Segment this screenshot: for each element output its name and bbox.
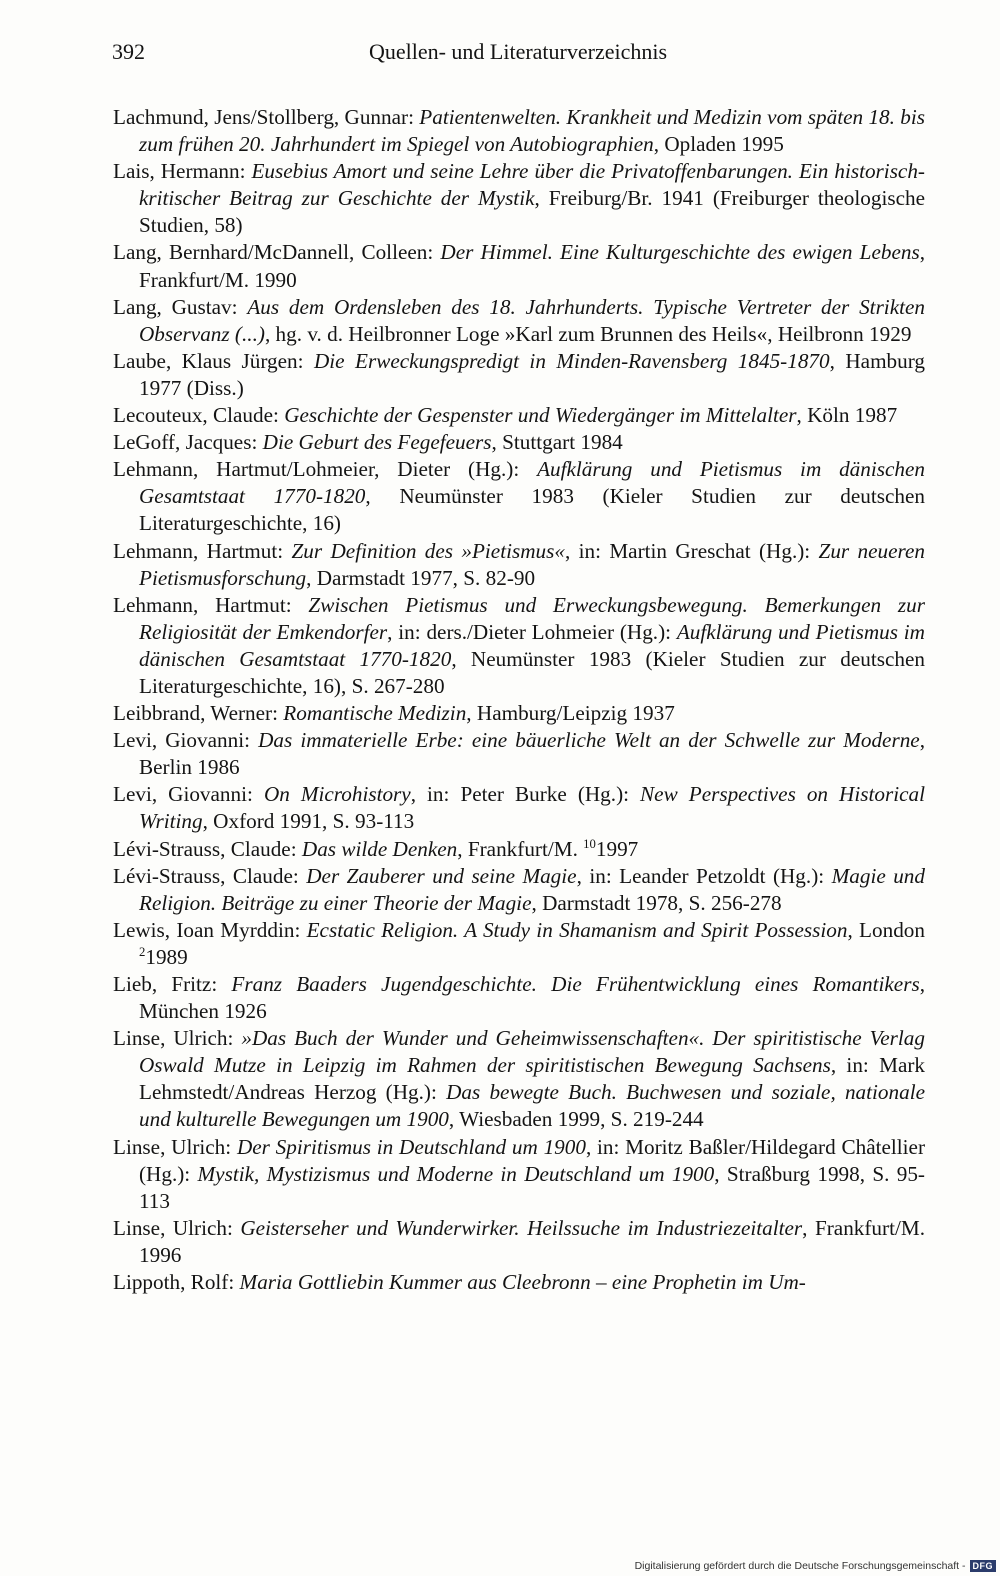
bibliography-entry <box>113 294 925 348</box>
entry-title-secondary: Das bewegte Buch. Buchwesen und soziale, nationale und kulturelle Bewegungen um 1900 <box>139 1080 926 1132</box>
bibliography-list <box>113 104 925 1296</box>
bibliography-entry <box>113 971 925 1025</box>
entry-publication: , Köln 1987 <box>796 403 898 428</box>
entry-title: Eusebius Amort und seine Lehre über die Privatoffenbarungen. Ein historisch-kritischer Beitrag zur Geschichte der Mystik <box>139 159 925 211</box>
entry-author: Lévi-Strauss, Claude: <box>113 836 302 861</box>
entry-title: Maria Gottliebin Kummer aus Cleebronn – eine Prophetin im Um- <box>239 1270 806 1295</box>
entry-title: Patientenwelten. Krankheit und Medizin vom späten 18. bis zum frühen 20. Jahrhundert im Spiegel von Autobiographien <box>139 105 925 157</box>
entry-title-secondary: New Perspectives on Historical Writing <box>139 782 925 834</box>
entry-title: Der Spiritismus in Deutschland um 1900 <box>236 1134 586 1159</box>
entry-publication: , Frankfurt/M. <box>457 836 584 861</box>
entry-author: Linse, Ulrich: <box>113 1134 237 1159</box>
entry-author: Lewis, Ioan Myrddin: <box>113 917 307 942</box>
entry-publication-secondary: , Darmstadt 1977, S. 82-90 <box>306 565 536 590</box>
entry-title: Ecstatic Religion. A Study in Shamanism and Spirit Possession <box>306 917 848 942</box>
entry-author: Linse, Ulrich: <box>113 1026 242 1051</box>
entry-publication: , Frankfurt/M. 1996 <box>139 1215 925 1267</box>
entry-publication: , in: Mark Lehmstedt/Andreas Herzog (Hg.): <box>139 1053 925 1105</box>
entry-publication: , in: Martin Greschat (Hg.): <box>564 538 819 563</box>
entry-publication-secondary: , Neumünster 1983 (Kieler Studien zur deutschen Literaturgeschichte, 16), S. 267-280 <box>139 646 925 698</box>
bibliography-entry <box>113 538 925 592</box>
entry-author: Lang, Gustav: <box>113 294 248 319</box>
entry-author: LeGoff, Jacques: <box>113 430 263 455</box>
entry-title: Die Geburt des Fegefeuers <box>262 430 492 455</box>
entry-title: Aufklärung und Pietismus im dänischen Gesamtstaat 1770-1820 <box>139 457 925 509</box>
entry-publication: , Neumünster 1983 (Kieler Studien zur deutschen Literaturgeschichte, 16) <box>139 484 925 536</box>
bibliography-entry <box>113 402 925 429</box>
page-number: 392 <box>112 39 145 64</box>
entry-title: Geisterseher und Wunderwirker. Heilssuche im Industriezeitalter <box>240 1215 803 1240</box>
entry-publication-secondary: , Straßburg 1998, S. 95-113 <box>139 1161 925 1213</box>
entry-author: Levi, Giovanni: <box>113 728 259 753</box>
entry-title: Der Himmel. Eine Kulturgeschichte des ewigen Lebens <box>440 240 920 265</box>
bibliography-entry <box>113 836 925 863</box>
entry-title: Geschichte der Gespenster und Wiedergänger im Mittelalter <box>284 403 797 428</box>
entry-edition: 2 <box>139 944 146 959</box>
bibliography-entry <box>113 917 925 971</box>
entry-publication: , Hamburg 1977 (Diss.) <box>139 348 926 400</box>
entry-title-secondary: Zur neueren Pietismusforschung <box>139 538 925 590</box>
entry-author: Lippoth, Rolf: <box>113 1270 240 1295</box>
entry-title: Zur Definition des »Pietismus« <box>291 538 565 563</box>
entry-author: Lehmann, Hartmut: <box>113 538 292 563</box>
entry-title: Das immaterielle Erbe: eine bäuerliche Welt an der Schwelle zur Moderne <box>258 728 920 753</box>
bibliography-entry <box>113 1215 925 1269</box>
entry-publication: , Freiburg/Br. 1941 (Freiburger theologische Studien, 58) <box>139 186 925 238</box>
entry-title-secondary: Mystik, Mystizismus und Moderne in Deutschland um 1900 <box>197 1161 715 1186</box>
bibliography-entry <box>113 348 925 402</box>
entry-author: Laube, Klaus Jürgen: <box>113 348 314 373</box>
bibliography-entry <box>113 863 925 917</box>
entry-publication: , Stuttgart 1984 <box>491 430 623 455</box>
entry-publication: , Berlin 1986 <box>139 728 925 780</box>
entry-title: On Microhistory <box>263 782 411 807</box>
entry-title: »Das Buch der Wunder und Geheimwissenschaften«. Der spiritistische Verlag Oswald Mutze in Leipzig im Rahmen der spiritistischen Bewegung Sachsens <box>139 1026 925 1078</box>
entry-author: Lecouteux, Claude: <box>113 403 285 428</box>
entry-publication-secondary: 1989 <box>145 944 188 969</box>
entry-publication: , Frankfurt/M. 1990 <box>139 240 926 292</box>
bibliography-entry <box>113 456 925 537</box>
entry-title-secondary: Magie und Religion. Beiträge zu einer Theorie der Magie <box>139 863 925 915</box>
entry-author: Linse, Ulrich: <box>113 1215 241 1240</box>
entry-title: Franz Baaders Jugendgeschichte. Die Frühentwicklung eines Romantikers <box>231 972 920 996</box>
bibliography-entry <box>113 239 925 293</box>
entry-author: Lévi-Strauss, Claude: <box>113 863 307 888</box>
entry-author: Lehmann, Hartmut: <box>113 592 309 617</box>
entry-author: Lieb, Fritz: <box>113 972 232 996</box>
bibliography-entry <box>113 1134 925 1215</box>
entry-publication-secondary: , Oxford 1991, S. 93-113 <box>202 809 415 834</box>
entry-title: Zwischen Pietismus und Erweckungsbewegung. Bemerkungen zur Religiosität der Emkendorfer <box>139 592 925 644</box>
entry-author: Leibbrand, Werner: <box>113 701 284 726</box>
entry-author: Lehmann, Hartmut/Lohmeier, Dieter (Hg.): <box>113 457 538 482</box>
entry-author: Levi, Giovanni: <box>113 782 264 807</box>
entry-publication-secondary: , Darmstadt 1978, S. 256-278 <box>531 890 782 915</box>
entry-publication: , München 1926 <box>139 972 925 1024</box>
footer-text: Digitalisierung gefördert durch die Deutsche Forschungsgemeinschaft - <box>634 1560 966 1572</box>
entry-publication: , in: ders./Dieter Lohmeier (Hg.): <box>387 619 677 644</box>
entry-publication: , Hamburg/Leipzig 1937 <box>466 701 675 726</box>
bibliography-entry <box>113 158 925 239</box>
digitization-footer <box>635 1560 996 1572</box>
entry-title: Das wilde Denken <box>301 836 458 861</box>
entry-title: Die Erweckungspredigt in Minden-Ravensberg 1845-1870 <box>313 348 830 373</box>
bibliography-entry <box>113 1269 925 1296</box>
bibliography-entry <box>113 104 925 158</box>
entry-publication: , in: Leander Petzoldt (Hg.): <box>576 863 832 888</box>
entry-author: Lachmund, Jens/Stollberg, Gunnar: <box>113 105 420 129</box>
bibliography-entry <box>113 429 925 456</box>
entry-author: Lais, Hermann: <box>113 159 252 184</box>
entry-publication-secondary: , Wiesbaden 1999, S. 219-244 <box>448 1107 704 1132</box>
dfg-logo: DFG <box>970 1560 997 1572</box>
bibliography-entry <box>113 727 925 781</box>
bibliography-entry <box>113 1025 925 1133</box>
entry-publication: , hg. v. d. Heilbronner Loge »Karl zum Brunnen des Heils«, Heilbronn 1929 <box>264 321 912 346</box>
bibliography-entry <box>113 592 925 700</box>
entry-publication-secondary: 1997 <box>595 836 639 861</box>
entry-edition: 10 <box>583 836 596 851</box>
entry-publication: , in: Moritz Baßler/Hildegard Châtellier (Hg.): <box>139 1134 926 1186</box>
entry-publication: , in: Peter Burke (Hg.): <box>410 782 641 807</box>
entry-publication: , London <box>847 917 925 942</box>
bibliography-entry <box>113 700 925 727</box>
entry-author: Lang, Bernhard/McDannell, Colleen: <box>113 240 441 265</box>
entry-title: Romantische Medizin <box>283 701 467 726</box>
entry-title: Der Zauberer und seine Magie <box>306 863 577 888</box>
running-head: Quellen- und Literaturverzeichnis <box>368 39 668 64</box>
bibliography-entry <box>113 781 925 835</box>
entry-title: Aus dem Ordensleben des 18. Jahrhunderts. Typische Vertreter der Strikten Observanz (...) <box>139 294 925 346</box>
entry-publication: , Opladen 1995 <box>653 132 784 157</box>
entry-title-secondary: Aufklärung und Pietismus im dänischen Gesamtstaat 1770-1820 <box>139 619 925 671</box>
